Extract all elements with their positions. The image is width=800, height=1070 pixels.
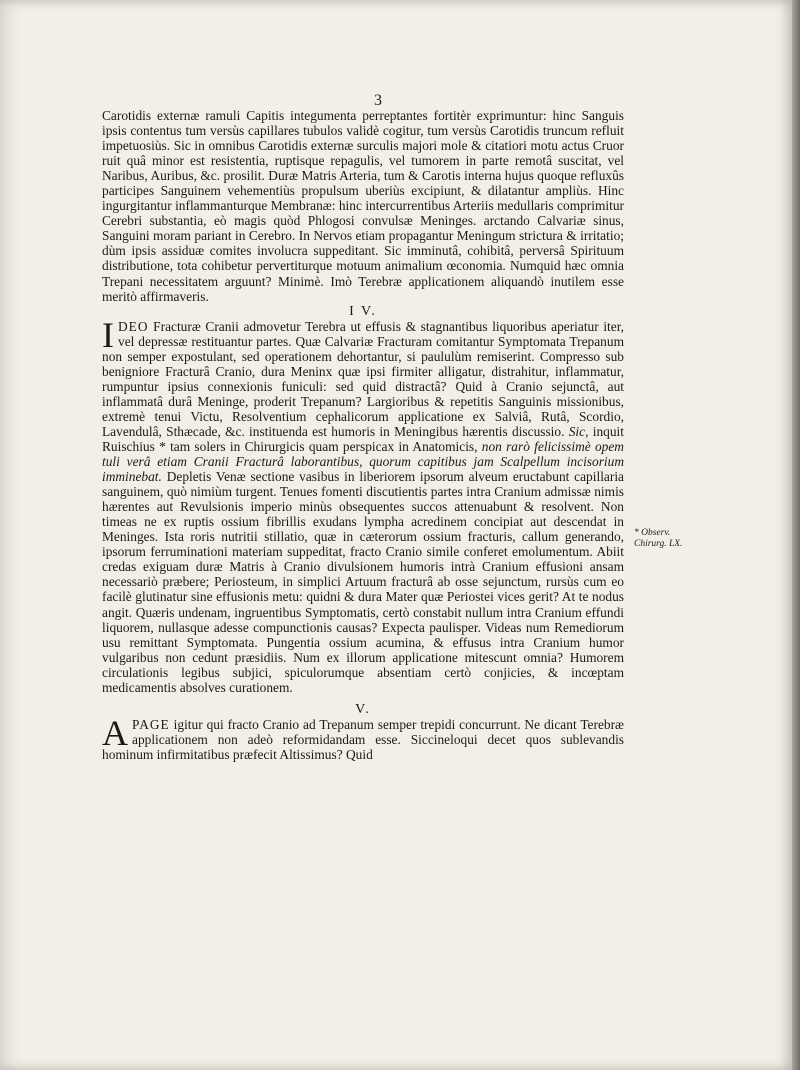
page-number: 3: [374, 92, 382, 109]
page-text: [102, 94, 624, 762]
margin-note: * Observ. Chirurg. LX.: [634, 528, 683, 549]
paragraph-iv-text: Fracturæ Cranii admovetur Terebra ut effusis & stagnantibus liquoribus aperiatur iter, vel depressæ restituantur partes. Quæ Calvariæ Fracturam comitantur Symptomata Trepanum non semper expostulant, sed operationem dehortantur, si paululùm remiserint. Compresso sub benigniore Fracturâ Cranio, dura Meninx quæ ipsi firmiter alligatur, distrahitur, inflammatur, rumpuntur ipsius connexionis funiculi: sed quid distractâ? Quid à Cranio sejunctâ, aut inflammatâ durâ Meninge, proderit Trepanum? Largioribus & repetitis Sanguinis missionibus, extremè tenui Victu, Resolventium cephalicorum applicatione ex Salviâ, Rutâ, Scordio, Lavendulâ, Sthæcade, &c. instituenda est humoris in Meningibus hærentis discussio.: [102, 318, 624, 439]
quote-plain: tam solers in Chirurgicis quam perspicax in Anatomicis,: [170, 438, 478, 454]
paragraph-iv: [102, 314, 624, 695]
quote-lead: Sic,: [568, 423, 589, 439]
first-word-iv: DEO: [118, 318, 149, 334]
drop-cap-a: A: [102, 712, 128, 753]
paragraph-carotid: Carotidis externæ ramuli Capitis integumenta perreptantes fortitèr exprimuntur: hinc Sanguis ipsis contentus tum versùs capillares tubulos validè cogitur, tum versùs Carotidis truncum refluit impetuosiùs. Sic in omnibus Carotidis externæ surculis majori mole & citatiori motu actus Cruor ruit quâ minor est resistentia, ruptisque repagulis, vel tumorem in parte remotâ suscitat, vel Naribus, Auribus, &c. prosilit. Duræ Matris Arteria, tum & Carotis interna hujus quoque refluxûs participes Sanguinem vehementiùs propulsum uberiùs excipiunt, & dilatantur ampliùs. Hinc ingurgitantur inflammanturque Membranæ: hinc intercurrentibus Arteriis medullaris comprimitur Cerebri substantia, eò magis quòd Phlogosi convulsæ Meninges. arctando Calvariæ sinus, Sanguini moram pariant in Cerebro. In Nervos etiam propagantur Meningum strictura & irritatio; dùm ipsis assiduæ comites involucra suppeditant. Sic imminutâ, cohibitâ, perversâ Spirituum distributione, tota cohibetur pervertiturque motuum animalium œconomia. Numquid hæc omnia Trepani necessitatem arguunt? Minimè. Imò Terebræ applicationem aliquandò inutilem esse meritò affirmaveris.: [102, 108, 624, 304]
first-word-v: PAGE: [132, 716, 170, 732]
section-heading-v: V.: [355, 701, 371, 717]
paragraph-v: [102, 712, 624, 762]
section-heading-iv: I V.: [349, 303, 377, 319]
paragraph-iv-continued: Depletis Venæ sectione vasibus in liberiorem ipsorum alveum eructabunt capillaria sanguinem, quò nimiùm turgent. Tenues fomenti discutientis partes intra Cranium admissæ nimis hærentes aut Revulsionis imperio minùs obsequentes succos attenuabunt & resolvent. Non timeas ne ex ruptis ossium fibrillis exudans lympha acredinem concipiat aut descendat in Meninges. Ista roris nutritii stillatio, quæ in cæterorum ossium fracturis, callum generando, ipsorum ferruminationi materiam suppeditat, fracto Cranio simile conferet emolumentum. Abiit credas exiguam duræ Matris à Cranio divulsionem humoris intrà Cranium effusioni ansam necessariò præbere; Periosteum, in simplici Artuum fracturâ ab osse sejunctum, rursùs cum eo facilè glutinatur sine effusionis metu: quidni & dura Mater quæ Periostei vices gerit? At te nodus angit. Quæris undenam, ingruentibus Symptomatis, certò constabit nullum intra Cranium effundi liquorem, nullasque adesse compunctionis causas? Expecta paulisper. Videas num Remediorum usu remittant Symptomata. Pungentia ossium acumina, & effusus intra Cranium humor vulgaribus non cedunt præsidiis. Num ex illorum applicatione mitescunt omnia? Humorem circulationis legibus subjici, spiculorumque absentiam certò conjicies, & incœptam medicamentis absolves curationem.: [102, 469, 624, 695]
quote-italic: non rarò felicissimè opem tuli verâ etiam Cranii Fracturâ laborantibus, quorum capitibus jam Scalpellum incisorium imminebat.: [102, 438, 624, 485]
paragraph-v-text: igitur qui fracto Cranio ad Trepanum semper trepidi concurrunt. Ne dicant Terebræ applicationem non adeò reformidandam esse. Siccineloqui decet quos sublevandis hominum infirmitatibus præfecit Altissimus? Quid: [102, 716, 624, 762]
page-edge: [792, 0, 800, 1070]
drop-cap-i: I: [102, 314, 114, 355]
quote-intro: inquit Ruischius *: [102, 423, 624, 454]
